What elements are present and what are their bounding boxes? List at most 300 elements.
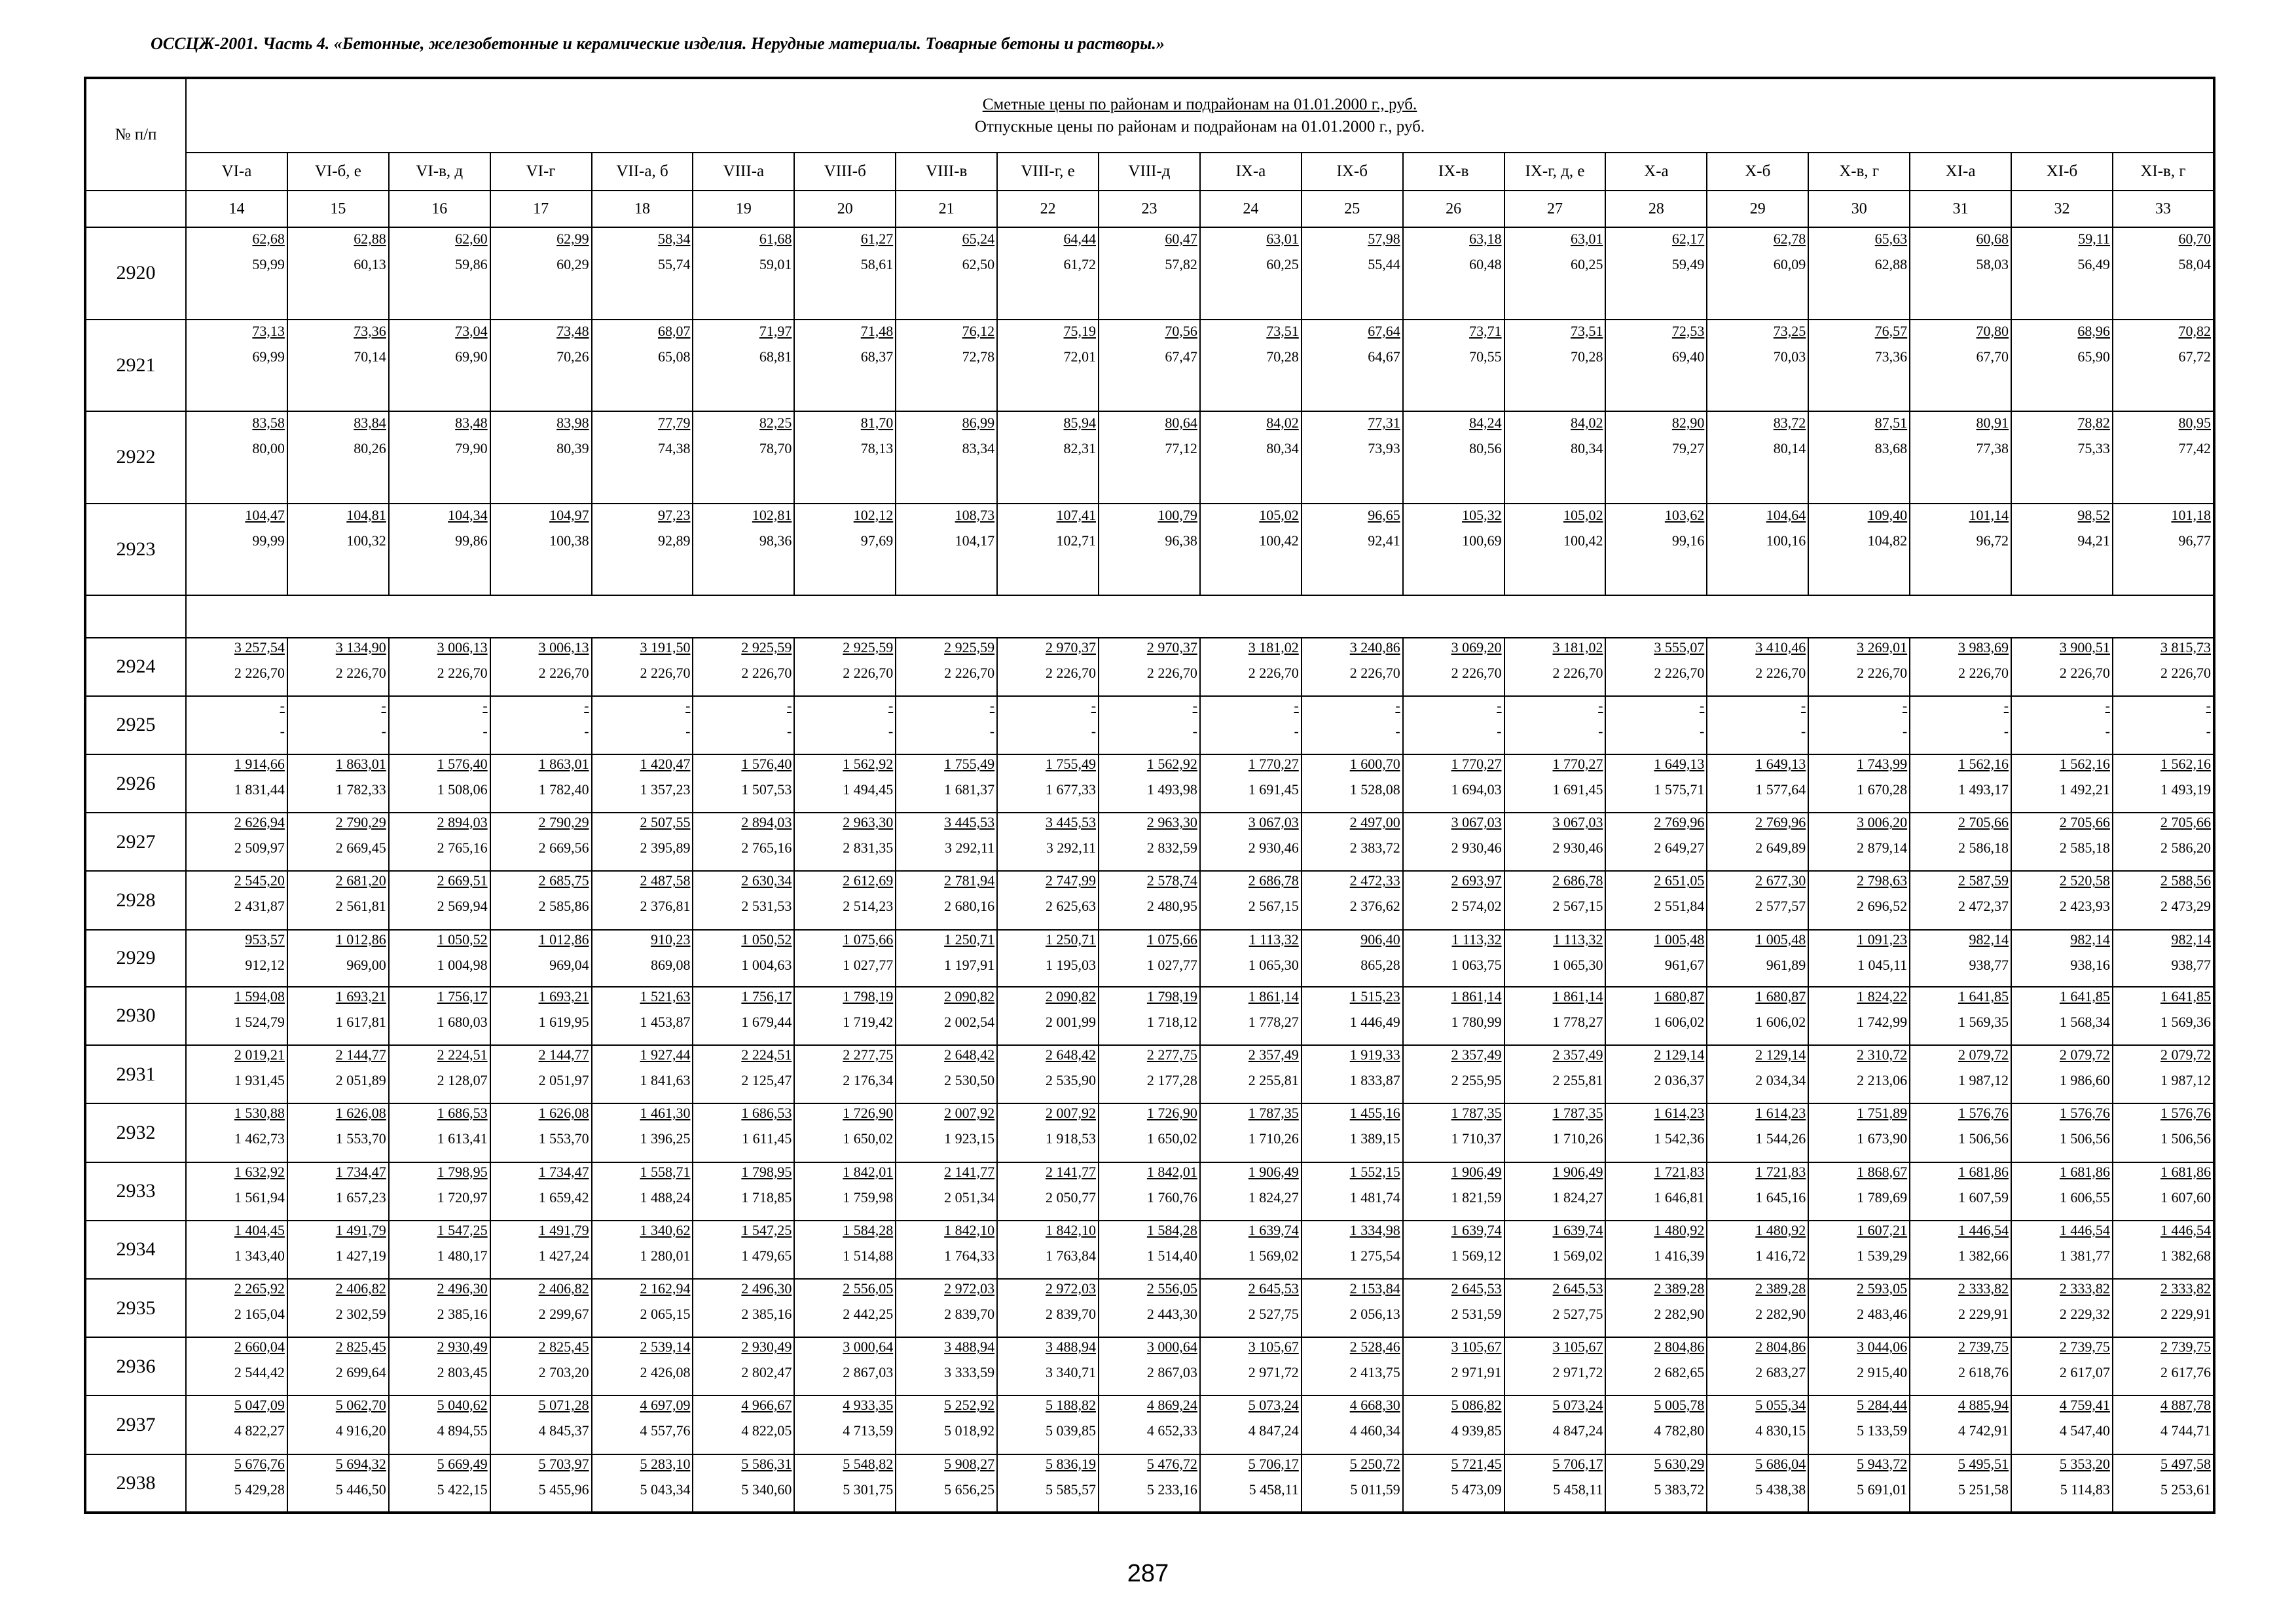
estimate-price: 108,73 <box>955 506 995 523</box>
estimate-price: 1 641,85 <box>1958 987 2009 1005</box>
estimate-price: 1 919,33 <box>1349 1046 1400 1063</box>
column-number: 14 <box>186 191 287 227</box>
estimate-price: 3 067,03 <box>1451 814 1502 831</box>
release-price: - <box>1497 722 1502 739</box>
release-price: 4 782,80 <box>1654 1422 1705 1439</box>
release-price: 2 226,70 <box>2059 664 2110 681</box>
release-price: 5 039,85 <box>1046 1422 1097 1439</box>
price-cell <box>1808 227 1910 320</box>
release-price: 5 429,28 <box>234 1481 285 1498</box>
price-cell <box>693 320 794 412</box>
release-price: 1 493,98 <box>1146 781 1197 798</box>
column-number: 25 <box>1302 191 1403 227</box>
table-row <box>85 411 2214 504</box>
price-cell <box>2011 227 2113 320</box>
price-cell <box>1707 1454 1808 1513</box>
price-cell <box>186 930 287 987</box>
release-price: 2 442,25 <box>843 1305 894 1322</box>
price-cell <box>186 1045 287 1103</box>
release-price: 2 531,53 <box>741 898 792 915</box>
release-price: 69,99 <box>252 348 285 365</box>
release-price: 2 282,90 <box>1755 1305 1806 1322</box>
release-price: 2 527,75 <box>1248 1305 1299 1322</box>
release-price: 5 473,09 <box>1451 1481 1502 1498</box>
release-price: 2 226,70 <box>234 664 285 681</box>
estimate-price: 1 863,01 <box>538 756 589 773</box>
release-price: 99,86 <box>455 532 488 549</box>
estimate-price: 5 943,72 <box>1857 1455 1908 1472</box>
release-price: 2 585,18 <box>2059 840 2110 857</box>
estimate-price: 5 353,20 <box>2059 1455 2110 1472</box>
estimate-price: - <box>1598 697 1603 714</box>
release-price: 1 759,98 <box>843 1189 894 1206</box>
release-price: 969,00 <box>346 956 386 973</box>
release-price: 1 553,70 <box>335 1130 386 1147</box>
release-price: 1 607,59 <box>1958 1189 2009 1206</box>
estimate-price: 5 071,28 <box>538 1397 589 1414</box>
price-cell <box>1403 1279 1504 1337</box>
price-cell <box>1200 754 1302 813</box>
estimate-price: 2 406,82 <box>335 1280 386 1297</box>
price-cell <box>1707 411 1808 504</box>
release-price: 1 396,25 <box>640 1130 691 1147</box>
release-price: - <box>381 722 386 739</box>
estimate-price: 4 966,67 <box>741 1397 792 1414</box>
estimate-price: 63,01 <box>1266 231 1299 247</box>
release-price: 1 577,64 <box>1755 781 1806 798</box>
release-price: 1 065,30 <box>1552 956 1603 973</box>
price-cell <box>1808 1162 1910 1221</box>
release-price: 2 226,70 <box>2160 664 2211 681</box>
estimate-price: 1 927,44 <box>640 1046 691 1063</box>
estimate-price: 2 925,59 <box>944 638 995 655</box>
estimate-price: 1 461,30 <box>640 1105 691 1122</box>
release-price: 2 226,70 <box>1046 664 1097 681</box>
estimate-price: 82,25 <box>759 415 792 431</box>
price-cell <box>1910 504 2011 596</box>
release-price: 2 930,46 <box>1451 840 1502 857</box>
price-cell <box>2113 1045 2214 1103</box>
release-price: 5 011,59 <box>1350 1481 1400 1498</box>
table-row <box>85 320 2214 412</box>
release-price: 67,70 <box>1976 348 2009 365</box>
price-cell <box>693 871 794 929</box>
release-price: 59,99 <box>252 256 285 272</box>
price-cell <box>794 1103 896 1162</box>
price-cell <box>592 987 693 1045</box>
price-cell <box>1605 813 1707 871</box>
estimate-price: 2 277,75 <box>1146 1046 1197 1063</box>
estimate-price: 1 562,16 <box>1958 756 2009 773</box>
price-cell <box>1605 1337 1707 1395</box>
price-cell <box>1504 1337 1606 1395</box>
column-number: 15 <box>287 191 389 227</box>
release-price: 5 458,11 <box>1553 1481 1603 1498</box>
estimate-price: 1 012,86 <box>538 931 589 948</box>
release-price: 2 229,91 <box>2160 1305 2211 1322</box>
release-price: 1 742,99 <box>1857 1013 1908 1030</box>
estimate-price: 80,64 <box>1165 415 1197 431</box>
release-price: 2 577,57 <box>1755 898 1806 915</box>
release-price: 2 226,70 <box>1654 664 1705 681</box>
estimate-price: 1 547,25 <box>741 1221 792 1238</box>
estimate-price: 2 963,30 <box>843 814 894 831</box>
release-price: 1 506,56 <box>1958 1130 2009 1147</box>
release-price: 1 780,99 <box>1451 1013 1502 1030</box>
estimate-price: 2 681,20 <box>335 872 386 889</box>
price-cell <box>1099 1454 1200 1513</box>
price-cell <box>2011 320 2113 412</box>
price-cell <box>2113 1279 2214 1337</box>
release-price: 1 670,28 <box>1857 781 1908 798</box>
price-cell <box>389 638 490 696</box>
release-price: 2 649,27 <box>1654 840 1705 857</box>
price-cell <box>997 813 1099 871</box>
estimate-price: 2 648,42 <box>944 1046 995 1063</box>
release-price: 2 226,70 <box>1552 664 1603 681</box>
price-cell <box>2011 1045 2113 1103</box>
price-cell <box>1200 411 1302 504</box>
price-cell <box>490 813 592 871</box>
release-price: 1 778,27 <box>1248 1013 1299 1030</box>
estimate-price: 73,48 <box>556 322 589 339</box>
price-cell <box>1605 930 1707 987</box>
price-cell <box>592 1337 693 1395</box>
estimate-price: 101,18 <box>2171 506 2211 523</box>
estimate-price: 1 576,40 <box>741 756 792 773</box>
estimate-price: 73,04 <box>455 322 488 339</box>
estimate-price: 5 188,82 <box>1046 1397 1097 1414</box>
price-cell <box>1403 754 1504 813</box>
price-cell <box>1200 227 1302 320</box>
release-price: 2 617,07 <box>2059 1364 2110 1381</box>
price-cell <box>1504 227 1606 320</box>
price-cell <box>287 1279 389 1337</box>
estimate-price: 80,95 <box>2178 415 2211 431</box>
release-price: 1 833,87 <box>1349 1072 1400 1089</box>
price-cell <box>1707 813 1808 871</box>
estimate-price: 5 047,09 <box>234 1397 285 1414</box>
price-cell <box>1707 930 1808 987</box>
estimate-price: 105,02 <box>1563 506 1603 523</box>
price-cell <box>896 930 997 987</box>
estimate-price: 2 930,49 <box>437 1338 488 1356</box>
region-header: VI-г <box>490 153 592 191</box>
price-cell <box>896 1221 997 1279</box>
estimate-price: 102,81 <box>752 506 792 523</box>
estimate-price: - <box>1800 697 1806 714</box>
price-cell <box>1910 696 2011 754</box>
estimate-price: 2 686,78 <box>1248 872 1299 889</box>
price-cell <box>997 638 1099 696</box>
price-cell <box>896 504 997 596</box>
estimate-price: 2 019,21 <box>234 1046 285 1063</box>
table-row <box>85 1103 2214 1162</box>
release-price: 70,26 <box>556 348 589 365</box>
release-price: 58,03 <box>1976 256 2009 272</box>
release-price: 58,61 <box>860 256 894 272</box>
estimate-price: 81,70 <box>860 415 894 431</box>
price-cell <box>287 504 389 596</box>
release-price: 67,72 <box>2178 348 2211 365</box>
estimate-price: 1 787,35 <box>1248 1105 1299 1122</box>
column-number: 21 <box>896 191 997 227</box>
estimate-price: 105,02 <box>1259 506 1299 523</box>
release-price: 67,47 <box>1165 348 1197 365</box>
price-cell <box>592 1395 693 1454</box>
estimate-price: 63,18 <box>1469 231 1502 247</box>
price-cell <box>592 1103 693 1162</box>
estimate-price: 57,98 <box>1368 231 1400 247</box>
release-price: 2 302,59 <box>335 1305 386 1322</box>
release-price: 1 613,41 <box>437 1130 488 1147</box>
estimate-price: 104,34 <box>448 506 488 523</box>
estimate-price: 1 521,63 <box>640 987 691 1005</box>
row-number: 2923 <box>85 504 186 596</box>
release-price: 1 710,37 <box>1451 1130 1502 1147</box>
price-cell <box>287 696 389 754</box>
release-price: 1 508,06 <box>437 781 488 798</box>
estimate-price: 1 576,40 <box>437 756 488 773</box>
release-price: 1 539,29 <box>1857 1247 1908 1264</box>
release-price: 92,41 <box>1368 532 1400 549</box>
release-price: 1 918,53 <box>1046 1130 1097 1147</box>
estimate-price: 2 496,30 <box>437 1280 488 1297</box>
release-price: 1 986,60 <box>2059 1072 2110 1089</box>
release-price: 1 416,39 <box>1654 1247 1705 1264</box>
release-price: 1 645,16 <box>1755 1189 1806 1206</box>
release-price: 94,21 <box>2077 532 2110 549</box>
estimate-price: 2 804,86 <box>1755 1338 1806 1356</box>
estimate-price: 2 357,49 <box>1552 1046 1603 1063</box>
release-price: 2 051,97 <box>538 1072 589 1089</box>
price-cell <box>1403 1395 1504 1454</box>
estimate-price: 1 798,19 <box>843 987 894 1005</box>
price-cell <box>1910 1221 2011 1279</box>
estimate-price: 86,99 <box>962 415 995 431</box>
estimate-price: 2 333,82 <box>1958 1280 2009 1297</box>
price-cell <box>794 1045 896 1103</box>
estimate-price: 1 576,76 <box>2059 1105 2110 1122</box>
release-price: 2 395,89 <box>640 840 691 857</box>
release-price: 2 703,20 <box>538 1364 589 1381</box>
release-price: 1 063,75 <box>1451 956 1502 973</box>
estimate-price: 1 686,53 <box>741 1105 792 1122</box>
release-price: 2 423,93 <box>2059 898 2110 915</box>
release-price: 2 669,45 <box>335 840 386 857</box>
estimate-price: 1 639,74 <box>1248 1221 1299 1238</box>
price-cell <box>490 227 592 320</box>
price-cell <box>2113 696 2214 754</box>
release-price: - <box>1192 722 1197 739</box>
release-price: 1 004,98 <box>437 956 488 973</box>
price-cell <box>490 1103 592 1162</box>
price-cell <box>794 504 896 596</box>
estimate-price: 105,32 <box>1462 506 1502 523</box>
release-price: 74,38 <box>657 440 691 456</box>
estimate-price: 2 333,82 <box>2059 1280 2110 1297</box>
price-cell <box>794 871 896 929</box>
price-cell <box>389 871 490 929</box>
table-row <box>85 1395 2214 1454</box>
estimate-price: 2 129,14 <box>1654 1046 1705 1063</box>
price-cell <box>997 1337 1099 1395</box>
estimate-price: 5 694,32 <box>335 1455 386 1472</box>
price-cell <box>1403 696 1504 754</box>
release-price: - <box>1700 722 1705 739</box>
release-price: 2 125,47 <box>741 1072 792 1089</box>
estimate-price: 2 894,03 <box>437 814 488 831</box>
estimate-price: 2 825,45 <box>335 1338 386 1356</box>
table-row <box>85 1454 2214 1513</box>
price-cell <box>1605 696 1707 754</box>
release-price: 1 480,17 <box>437 1247 488 1264</box>
estimate-price: 2 790,29 <box>335 814 386 831</box>
release-price: 4 460,34 <box>1349 1422 1400 1439</box>
estimate-price: 1 693,21 <box>538 987 589 1005</box>
estimate-price: 1 914,66 <box>234 756 285 773</box>
estimate-price: 83,58 <box>252 415 285 431</box>
estimate-price: 104,64 <box>1766 506 1806 523</box>
price-cell <box>2113 1103 2214 1162</box>
release-price: 5 691,01 <box>1857 1481 1908 1498</box>
price-cell <box>2113 987 2214 1045</box>
price-cell <box>997 1162 1099 1221</box>
release-price: 1 524,79 <box>234 1013 285 1030</box>
estimate-price: 1 562,16 <box>2059 756 2110 773</box>
price-cell <box>1707 871 1808 929</box>
estimate-price: 982,14 <box>1969 931 2009 948</box>
release-price: 2 226,70 <box>1248 664 1299 681</box>
estimate-price: 2 153,84 <box>1349 1280 1400 1297</box>
estimate-price: 83,72 <box>1773 415 1806 431</box>
release-price: 1 679,44 <box>741 1013 792 1030</box>
estimate-price: 1 113,32 <box>1553 931 1603 948</box>
price-cell <box>2011 813 2113 871</box>
estimate-price: 1 861,14 <box>1552 987 1603 1005</box>
release-price: 961,67 <box>1664 956 1705 973</box>
price-cell <box>2113 754 2214 813</box>
release-price: 2 930,46 <box>1248 840 1299 857</box>
price-cell <box>1504 813 1606 871</box>
estimate-price: 2 090,82 <box>944 987 995 1005</box>
price-cell <box>1808 1221 1910 1279</box>
table-row <box>85 696 2214 754</box>
price-cell <box>1200 504 1302 596</box>
release-price: 2 561,81 <box>335 898 386 915</box>
price-cell <box>592 411 693 504</box>
estimate-price: 3 257,54 <box>234 638 285 655</box>
release-price: 1 619,95 <box>538 1013 589 1030</box>
estimate-price: - <box>1902 697 1908 714</box>
price-cell <box>1302 1162 1403 1221</box>
price-cell <box>1099 930 1200 987</box>
estimate-price: 70,80 <box>1976 322 2009 339</box>
estimate-price: 5 676,76 <box>234 1455 285 1472</box>
release-price: 2 669,56 <box>538 840 589 857</box>
estimate-price: - <box>2105 697 2110 714</box>
release-price: 1 507,53 <box>741 781 792 798</box>
estimate-price: 78,82 <box>2077 415 2110 431</box>
release-price: 4 916,20 <box>335 1422 386 1439</box>
release-price: 1 528,08 <box>1349 781 1400 798</box>
release-price: 1 561,94 <box>234 1189 285 1206</box>
release-price: 1 763,84 <box>1046 1247 1097 1264</box>
estimate-price: 1 726,90 <box>843 1105 894 1122</box>
release-price: 1 357,23 <box>640 781 691 798</box>
estimate-price: 83,84 <box>354 415 386 431</box>
estimate-price: - <box>1192 697 1197 714</box>
price-cell <box>186 696 287 754</box>
price-cell <box>1302 504 1403 596</box>
estimate-price: 77,31 <box>1368 415 1400 431</box>
estimate-price: 1 530,88 <box>234 1105 285 1122</box>
estimate-price: 85,94 <box>1063 415 1097 431</box>
price-cell <box>693 1395 794 1454</box>
price-cell <box>1302 1337 1403 1395</box>
release-price: 4 847,24 <box>1552 1422 1603 1439</box>
estimate-price: 1 075,66 <box>843 931 894 948</box>
release-price: 2 867,03 <box>1146 1364 1197 1381</box>
release-price: 80,34 <box>1266 440 1299 456</box>
estimate-price: 1 798,19 <box>1146 987 1197 1005</box>
estimate-price: 1 756,17 <box>437 987 488 1005</box>
row-number: 2921 <box>85 320 186 412</box>
price-cell <box>1200 871 1302 929</box>
release-price: 5 043,34 <box>640 1481 691 1498</box>
estimate-price: 1 639,74 <box>1552 1221 1603 1238</box>
price-cell <box>1707 227 1808 320</box>
price-cell <box>1504 638 1606 696</box>
price-cell <box>1200 813 1302 871</box>
estimate-price: 3 181,02 <box>1248 638 1299 655</box>
price-cell <box>997 1454 1099 1513</box>
estimate-price: 2 705,66 <box>1958 814 2009 831</box>
price-cell <box>1302 411 1403 504</box>
estimate-price: - <box>888 697 894 714</box>
estimate-price: 1 770,27 <box>1451 756 1502 773</box>
estimate-price: 1 641,85 <box>2160 987 2211 1005</box>
estimate-price: 62,17 <box>1671 231 1705 247</box>
estimate-price: 3 134,90 <box>335 638 386 655</box>
estimate-price: 82,90 <box>1671 415 1705 431</box>
release-price: 5 114,83 <box>2060 1481 2110 1498</box>
price-cell <box>1200 1103 1302 1162</box>
price-cell <box>693 696 794 754</box>
release-price: 5 446,50 <box>335 1481 386 1498</box>
row-number-blank <box>85 191 186 227</box>
release-price: 2 128,07 <box>437 1072 488 1089</box>
column-number: 30 <box>1808 191 1910 227</box>
release-price: 1 569,36 <box>2160 1013 2211 1030</box>
release-price: 5 383,72 <box>1654 1481 1705 1498</box>
estimate-price: 1 770,27 <box>1248 756 1299 773</box>
estimate-price: 1 681,86 <box>2059 1163 2110 1180</box>
price-cell <box>1605 1454 1707 1513</box>
estimate-price: 3 000,64 <box>1146 1338 1197 1356</box>
release-price: 61,72 <box>1063 256 1097 272</box>
release-price: 1 650,02 <box>1146 1130 1197 1147</box>
release-price: 1 782,33 <box>335 781 386 798</box>
estimate-price: 1 515,23 <box>1349 987 1400 1005</box>
release-price: 69,90 <box>455 348 488 365</box>
estimate-price: 2 739,75 <box>2160 1338 2211 1356</box>
price-cell <box>1808 1279 1910 1337</box>
price-cell <box>794 227 896 320</box>
estimate-price: 2 357,49 <box>1248 1046 1299 1063</box>
release-price: 1 782,40 <box>538 781 589 798</box>
estimate-price: 1 734,47 <box>335 1163 386 1180</box>
